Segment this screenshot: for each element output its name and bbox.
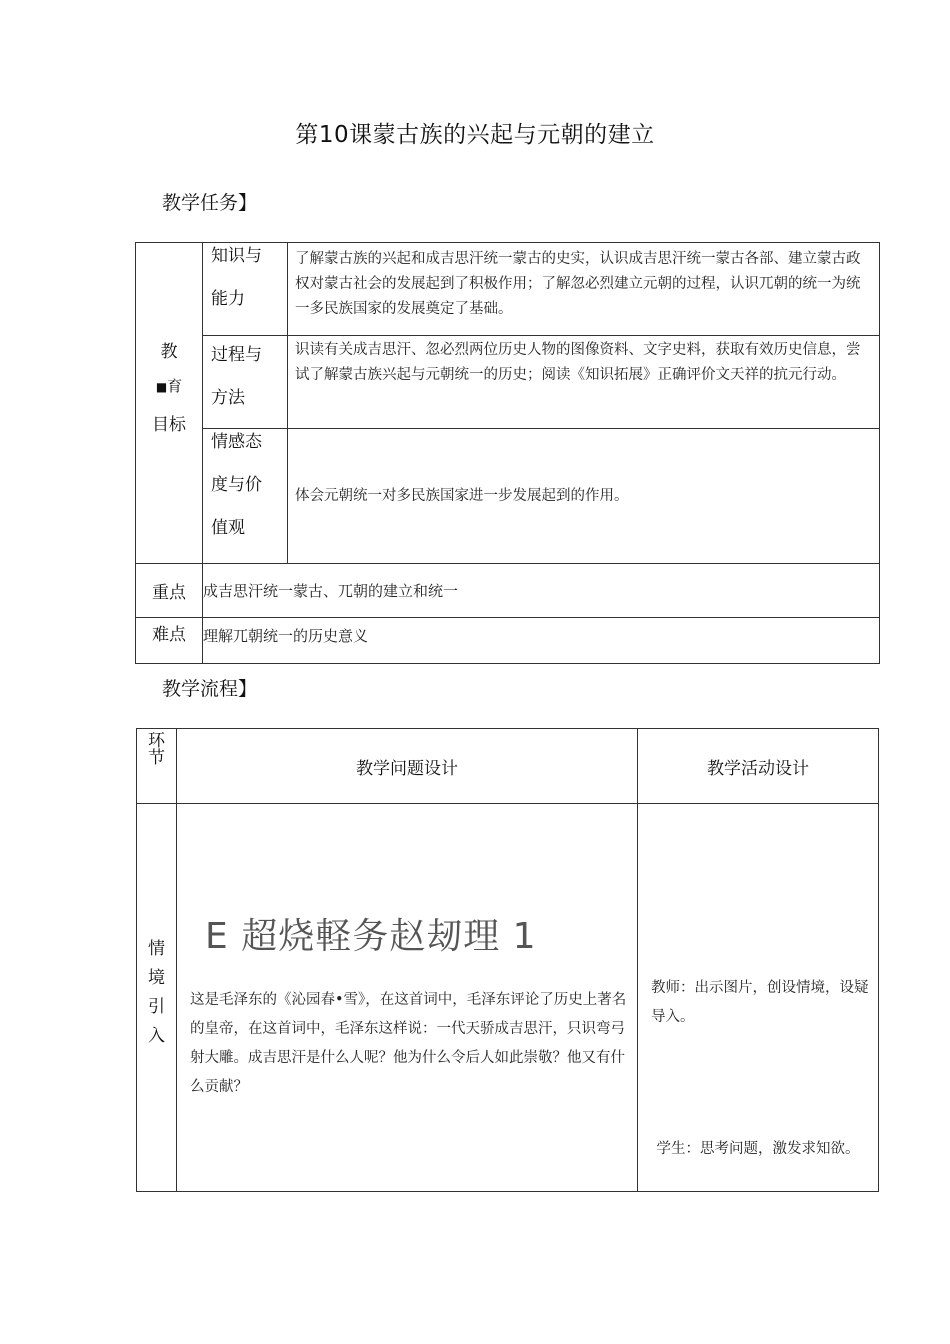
teacher-activity-text: 教师：出示图片，创设情境，设疑导入。 — [651, 980, 869, 1025]
goal-text-values: 体会元朝统一对多民族国家进一步发展起到的作用。 — [288, 429, 880, 564]
goal-category-knowledge — [203, 243, 288, 336]
goal-category-process — [203, 336, 288, 429]
education-goals-label — [136, 243, 203, 564]
teaching-flow-heading: 教学流程】 — [162, 678, 258, 700]
intro-question-text: 这是毛泽东的《沁园春•雪》，在这首词中，毛泽东评论了历史上著名的皇帝，在这首词中，毛泽东这样说：一代天骄成吉思汗，只识弯弓射大雕。成吉思汗是什么人呢？他为什么令后人如此崇敬？他又有什么贡献？ — [190, 992, 627, 1095]
category-line: 值观 — [211, 518, 245, 538]
difficult-point-label: 难点 — [136, 618, 203, 664]
activity-design-cell — [638, 804, 879, 1192]
category-line: 能力 — [211, 289, 245, 309]
image-banner-text: E 超烧軽务赵刼理 1 — [205, 916, 537, 957]
category-line: 情感态 — [211, 432, 262, 452]
stage-header: 环 节 — [137, 729, 177, 804]
key-point-text: 成吉思汗统一蒙古、兀朝的建立和统一 — [203, 564, 880, 618]
category-line: 知识与 — [211, 246, 262, 266]
edu-char-3: 目标 — [152, 414, 186, 435]
edu-char-1: 教 — [160, 341, 178, 362]
activity-design-header: 教学活动设计 — [638, 729, 879, 804]
difficult-point-text: 理解兀朝统一的历史意义 — [203, 618, 880, 664]
category-line: 方法 — [211, 388, 245, 408]
key-point-label: 重点 — [136, 564, 203, 618]
question-design-header: 教学问题设计 — [177, 729, 638, 804]
teaching-flow-table — [136, 728, 879, 1192]
teaching-task-heading: 教学任务】 — [162, 192, 258, 214]
goal-text-process: 识读有关成吉思汗、忽必烈两位历史人物的图像资料、文字史料，获取有效历史信息，尝试了解蒙古族兴起与元朝统一的历史；阅读《知识拓展》正确评价文天祥的抗元行动。 — [288, 336, 880, 429]
edu-char-2: 育 — [167, 376, 183, 395]
student-activity-text: 学生：思考问题，激发求知欲。 — [656, 1141, 860, 1157]
page-title: 第10课蒙古族的兴起与元朝的建立 — [295, 122, 655, 148]
category-line: 过程与 — [211, 345, 262, 365]
category-line: 度与价 — [211, 475, 262, 495]
question-design-cell — [177, 804, 638, 1192]
stage-intro: 情 境 引 入 — [137, 804, 177, 1192]
bullet-icon: ■ — [155, 379, 168, 394]
teaching-goals-table — [135, 242, 880, 664]
goal-text-knowledge: 了解蒙古族的兴起和成吉思汗统一蒙古的史实，认识成吉思汗统一蒙古各部、建立蒙古政权对蒙古社会的发展起到了积极作用；了解忽必烈建立元朝的过程，认识兀朝的统一为统一多民族国家的发展奠定了基础。 — [288, 243, 880, 336]
goal-category-values — [203, 429, 288, 564]
